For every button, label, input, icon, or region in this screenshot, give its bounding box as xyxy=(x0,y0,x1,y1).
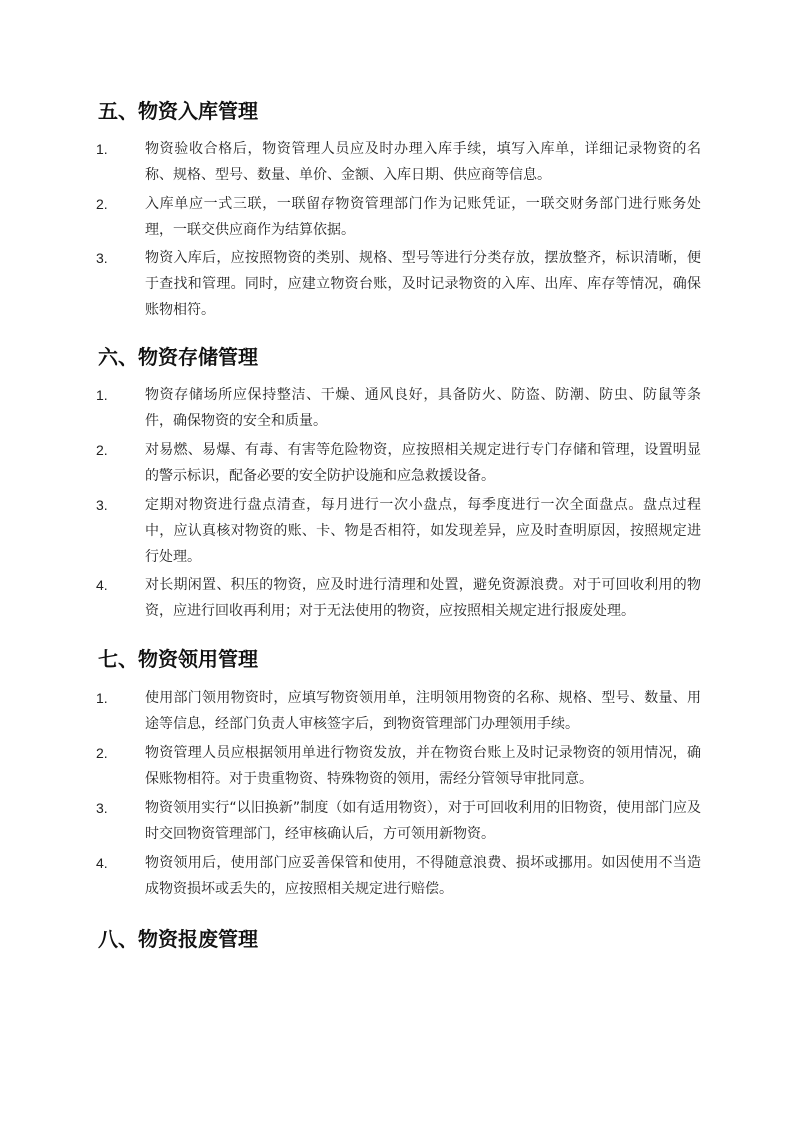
list-item-text: 对长期闲置、积压的物资，应及时进行清理和处置，避免资源浪费。对于可回收利用的物资，应进行回收再利用；对于无法使用的物资，应按照相关规定进行报废处理。 xyxy=(145,577,701,619)
list-item-text: 使用部门领用物资时，应填写物资领用单，注明领用物资的名称、规格、型号、数量、用途等信息，经部门负责人审核签字后，到物资管理部门办理领用手续。 xyxy=(145,690,701,732)
section-title-inbound: 五、物资入库管理 xyxy=(98,99,258,123)
list-item-number: 3. xyxy=(96,800,108,816)
list-item-text: 物资验收合格后，物资管理人员应及时办理入库手续，填写入库单，详细记录物资的名称、规格、型号、数量、单价、金额、入库日期、供应商等信息。 xyxy=(145,141,701,183)
section-title-requisition: 七、物资领用管理 xyxy=(98,647,258,671)
list-item-text: 物资存储场所应保持整洁、干燥、通风良好，具备防火、防盗、防潮、防虫、防鼠等条件，确保物资的安全和质量。 xyxy=(145,387,701,429)
list-item-number: 3. xyxy=(96,497,108,513)
list-item-text: 物资领用实行“以旧换新”制度（如有适用物资），对于可回收利用的旧物资，使用部门应及时交回物资管理部门，经审核确认后，方可领用新物资。 xyxy=(145,800,701,842)
list-item-number: 1. xyxy=(96,387,108,403)
list-item-text: 物资入库后，应按照物资的类别、规格、型号等进行分类存放，摆放整齐，标识清晰，便于查找和管理。同时，应建立物资台账，及时记录物资的入库、出库、库存等情况，确保账物相符。 xyxy=(145,250,701,318)
list-item-text: 物资管理人员应根据领用单进行物资发放，并在物资台账上及时记录物资的领用情况，确保账物相符。对于贵重物资、特殊物资的领用，需经分管领导审批同意。 xyxy=(145,745,701,787)
list-item-number: 4. xyxy=(96,855,108,871)
list-item-number: 2. xyxy=(96,196,108,212)
list-item-number: 1. xyxy=(96,690,108,706)
list-item-text: 物资领用后，使用部门应妥善保管和使用，不得随意浪费、损坏或挪用。如因使用不当造成物资损坏或丢失的，应按照相关规定进行赔偿。 xyxy=(145,855,701,897)
list-item-text: 对易燃、易爆、有毒、有害等危险物资，应按照相关规定进行专门存储和管理，设置明显的警示标识，配备必要的安全防护设施和应急救援设备。 xyxy=(145,442,701,484)
list-item-number: 3. xyxy=(96,250,108,266)
section-title-disposal: 八、物资报废管理 xyxy=(98,927,258,951)
section-title-storage: 六、物资存储管理 xyxy=(98,345,258,369)
list-item-number: 4. xyxy=(96,577,108,593)
list-item-text: 定期对物资进行盘点清查，每月进行一次小盘点，每季度进行一次全面盘点。盘点过程中，应认真核对物资的账、卡、物是否相符，如发现差异，应及时查明原因，按照规定进行处理。 xyxy=(145,497,701,565)
list-item-number: 1. xyxy=(96,141,108,157)
list-item-number: 2. xyxy=(96,745,108,761)
list-item-text: 入库单应一式三联，一联留存物资管理部门作为记账凭证，一联交财务部门进行账务处理，一联交供应商作为结算依据。 xyxy=(145,196,701,238)
list-item-number: 2. xyxy=(96,442,108,458)
